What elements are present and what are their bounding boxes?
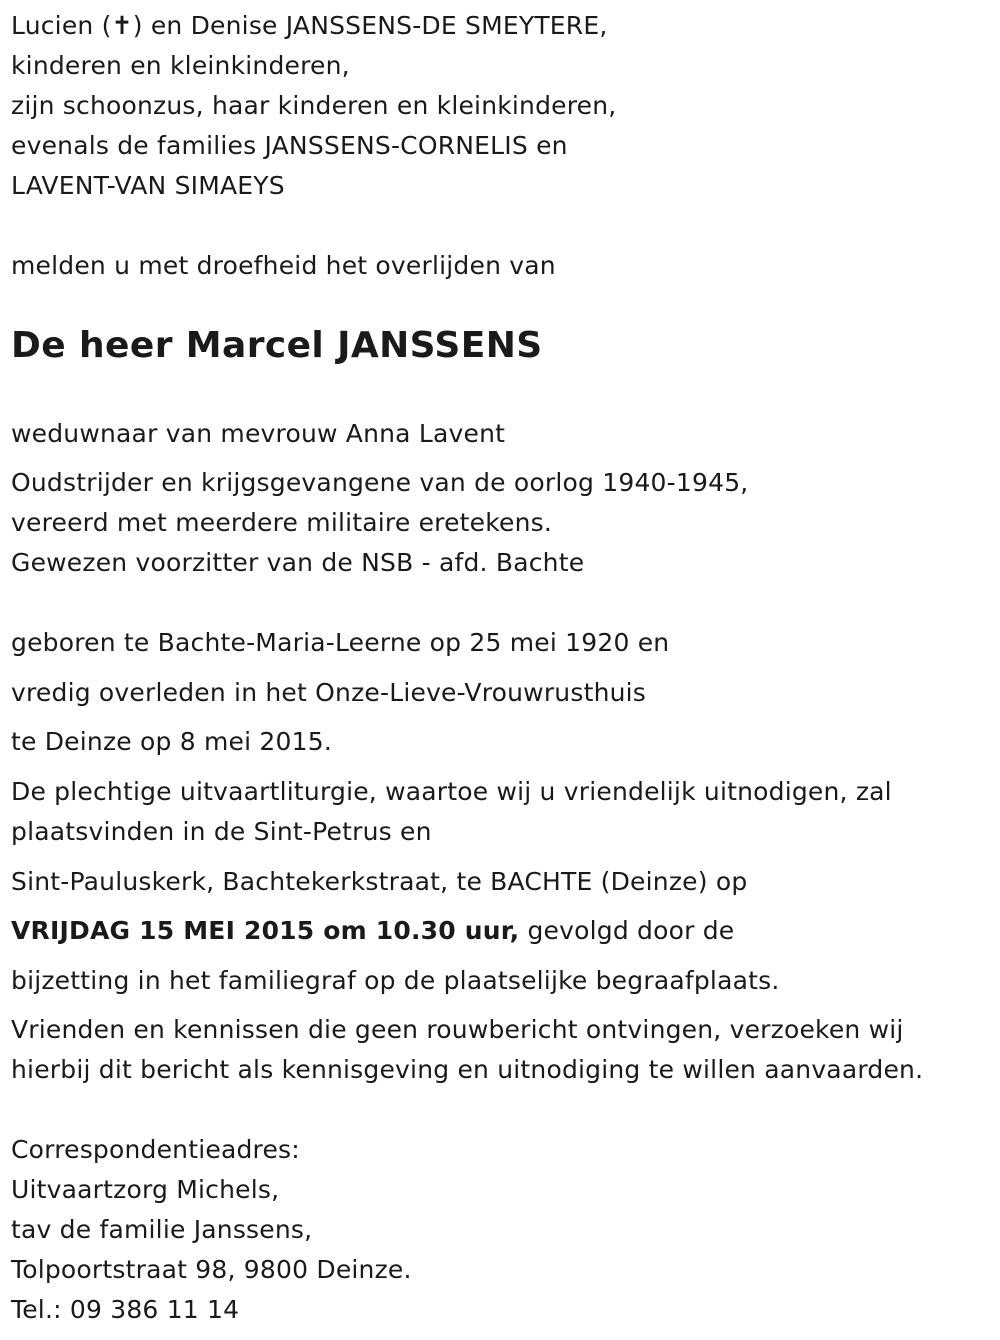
died-line-1: vredig overleden in het Onze-Lieve-Vrouwrusthuis — [11, 678, 647, 707]
funeral-line-5: bijzetting in het familiegraf op de plaatselijke begraafplaats. — [11, 966, 780, 995]
born-line: geboren te Bachte-Maria-Leerne op 25 mei 1920 en — [11, 628, 670, 657]
correspondence-label: Correspondentieadres: — [11, 1135, 300, 1164]
funeral-line-3: Sint-Pauluskerk, Bachtekerkstraat, te BACHTE (Deinze) op — [11, 867, 748, 896]
announcers-line-3: zijn schoonzus, haar kinderen en kleinkinderen, — [11, 91, 617, 120]
funeral-date-line — [11, 915, 734, 947]
funeral-line-1: De plechtige uitvaartliturgie, waartoe wij u vriendelijk uitnodigen, zal — [11, 777, 892, 806]
widower-line: weduwnaar van mevrouw Anna Lavent — [11, 419, 506, 448]
notice-line-2: hierbij dit bericht als kennisgeving en uitnodiging te willen aanvaarden. — [11, 1055, 924, 1084]
correspondence-company: Uitvaartzorg Michels, — [11, 1175, 280, 1204]
cross-icon: ✝ — [111, 11, 133, 40]
correspondence-phone: Tel.: 09 386 11 14 — [11, 1295, 240, 1324]
announcers-line-1 — [11, 10, 608, 42]
announcers-suffix: ) en Denise JANSSENS-DE SMEYTERE, — [132, 11, 608, 40]
died-line-2: te Deinze op 8 mei 2015. — [11, 727, 332, 756]
notice-line-1: Vrienden en kennissen die geen rouwbericht ontvingen, verzoeken wij — [11, 1015, 904, 1044]
deceased-name: De heer Marcel JANSSENS — [11, 325, 543, 366]
correspondence-address: Tolpoortstraat 98, 9800 Deinze. — [11, 1255, 412, 1284]
funeral-date: VRIJDAG 15 MEI 2015 om 10.30 uur, — [11, 916, 520, 945]
announcers-prefix: Lucien ( — [11, 11, 112, 40]
bio-line-1: Oudstrijder en krijgsgevangene van de oorlog 1940-1945, — [11, 468, 749, 497]
funeral-date-rest: gevolgd door de — [519, 916, 735, 945]
announcers-line-2: kinderen en kleinkinderen, — [11, 51, 350, 80]
announcement-text: melden u met droefheid het overlijden van — [11, 251, 556, 280]
correspondence-attention: tav de familie Janssens, — [11, 1215, 313, 1244]
funeral-line-2: plaatsvinden in de Sint-Petrus en — [11, 817, 432, 846]
announcers-line-4: evenals de families JANSSENS-CORNELIS en — [11, 131, 568, 160]
announcers-line-5: LAVENT-VAN SIMAEYS — [11, 171, 285, 200]
bio-line-2: vereerd met meerdere militaire eretekens. — [11, 508, 553, 537]
bio-line-3: Gewezen voorzitter van de NSB - afd. Bachte — [11, 548, 585, 577]
